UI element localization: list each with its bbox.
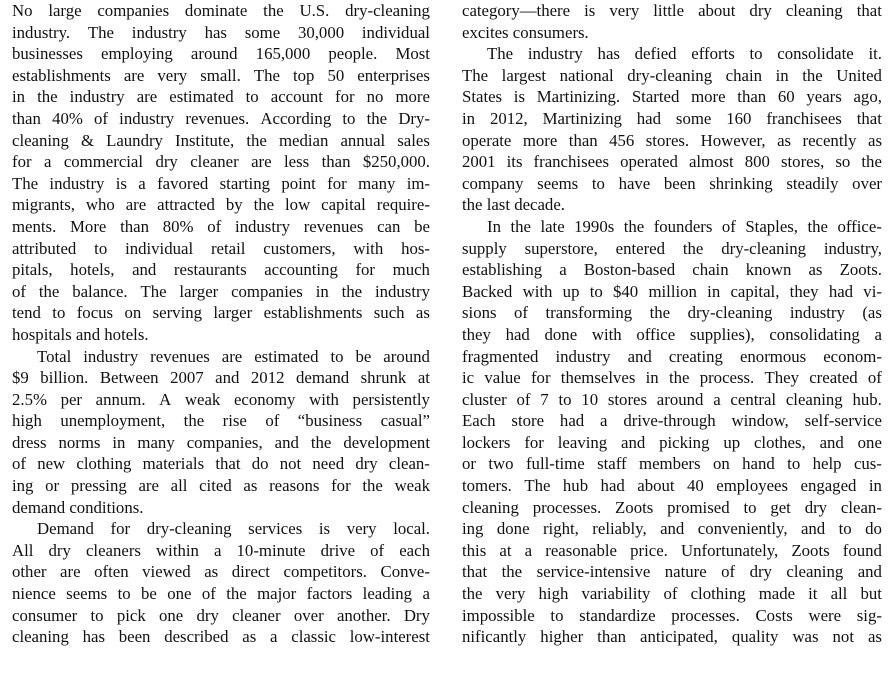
text-line: they had done with office supplies), consolidating a: [462, 324, 882, 344]
text-line: of the balance. The larger companies in the industry: [12, 281, 430, 301]
text-line: dress norms in many companies, and the development: [12, 432, 430, 452]
text-line: Backed with up to $40 million in capital, they had vi-: [462, 281, 882, 301]
text-line: The industry has defied efforts to consolidate it.: [487, 44, 882, 64]
text-line: consumer to pick one dry cleaner over another. Dry: [12, 605, 430, 625]
text-line: 2001 its franchisees operated almost 800 stores, so the: [462, 152, 882, 172]
text-line: operate more than 456 stores. However, as recently as: [462, 130, 882, 150]
left-column: [12, 0, 430, 648]
text-line: excites consumers.: [462, 22, 589, 42]
text-line: In the late 1990s the founders of Staples, the office-: [487, 216, 882, 236]
text-line: fragmented industry and creating enormous econom-: [462, 346, 882, 366]
text-line: cleaning & Laundry Institute, the median annual sales: [12, 130, 430, 150]
text-line: impossible to standardize processes. Costs were sig-: [462, 605, 882, 625]
text-line: sions of transforming the dry-cleaning industry (as: [462, 303, 882, 323]
right-column: [462, 0, 882, 648]
text-line: Each store had a drive-through window, self-service: [462, 411, 882, 431]
text-line: ing or pressing are all cited as reasons for the weak: [12, 476, 430, 496]
text-line: All dry cleaners within a 10-minute drive of each: [12, 540, 430, 560]
text-line: nience seems to be one of the major factors leading a: [12, 584, 430, 604]
text-line: The industry is a favored starting point for many im-: [12, 173, 430, 193]
text-line: establishing a Boston-based chain known as Zoots.: [462, 260, 882, 280]
text-line: ic value for themselves in the process. They created of: [462, 368, 882, 388]
text-line: cleaning has been described as a classic low-interest: [12, 627, 430, 647]
text-line: lockers for leaving and picking up clothes, and one: [462, 432, 882, 452]
text-line: ments. More than 80% of industry revenues can be: [12, 216, 430, 236]
text-line: company seems to have been shrinking steadily over: [462, 173, 882, 193]
text-line: migrants, who are attracted by the low capital require-: [12, 195, 430, 215]
text-line: than 40% of industry revenues. According to the Dry-: [12, 108, 430, 128]
text-line: ing done right, reliably, and conveniently, and to do: [462, 519, 882, 539]
text-line: cleaning processes. Zoots promised to get dry clean-: [462, 497, 882, 517]
text-line: $9 billion. Between 2007 and 2012 demand shrunk at: [12, 368, 430, 388]
text-line: tomers. The hub had about 40 employees engaged in: [462, 476, 882, 496]
text-line: 2.5% per annum. A weak economy with persistently: [12, 389, 430, 409]
text-line: category—there is very little about dry cleaning that: [462, 1, 882, 20]
text-line: demand conditions.: [12, 497, 144, 517]
text-line: pitals, hotels, and restaurants accounting for much: [12, 260, 430, 280]
text-line: Total industry revenues are estimated to be around: [37, 346, 430, 366]
text-line: States is Martinizing. Started more than 60 years ago,: [462, 87, 882, 107]
text-line: attributed to individual retail customers, with hos-: [12, 238, 430, 258]
text-line: or two full-time staff members on hand to help cus-: [462, 454, 882, 474]
text-line: hospitals and hotels.: [12, 324, 149, 344]
text-line: in the industry are estimated to account for no more: [12, 87, 430, 107]
text-line: cluster of 7 to 10 stores around a central cleaning hub.: [462, 389, 882, 409]
text-line: for a commercial dry cleaner are less than $250,000.: [12, 152, 430, 172]
text-line: supply superstore, entered the dry-cleaning industry,: [462, 238, 882, 258]
text-line: establishments are very small. The top 50 enterprises: [12, 65, 430, 85]
text-line: that the service-intensive nature of dry cleaning and: [462, 562, 882, 582]
text-line: in 2012, Martinizing had some 160 franchisees that: [462, 108, 882, 128]
text-line: industry. The industry has some 30,000 individual: [12, 22, 430, 42]
text-line: Demand for dry-cleaning services is very local.: [37, 519, 430, 539]
text-line: No large companies dominate the U.S. dry-cleaning: [12, 1, 430, 20]
text-line: nificantly higher than anticipated, quality was not as: [462, 627, 882, 647]
text-line: this at a reasonable price. Unfortunately, Zoots found: [462, 540, 882, 560]
text-line: The largest national dry-cleaning chain in the United: [462, 65, 882, 85]
text-line: other are often viewed as direct competitors. Conve-: [12, 562, 430, 582]
text-line: of new clothing materials that do not need dry clean-: [12, 454, 430, 474]
text-line: the very high variability of clothing made it all but: [462, 584, 882, 604]
text-line: high unemployment, the rise of “business casual”: [12, 411, 430, 431]
text-line: tend to focus on serving larger establishments such as: [12, 303, 430, 323]
text-line: businesses employing around 165,000 people. Most: [12, 44, 430, 64]
text-line: the last decade.: [462, 195, 565, 215]
